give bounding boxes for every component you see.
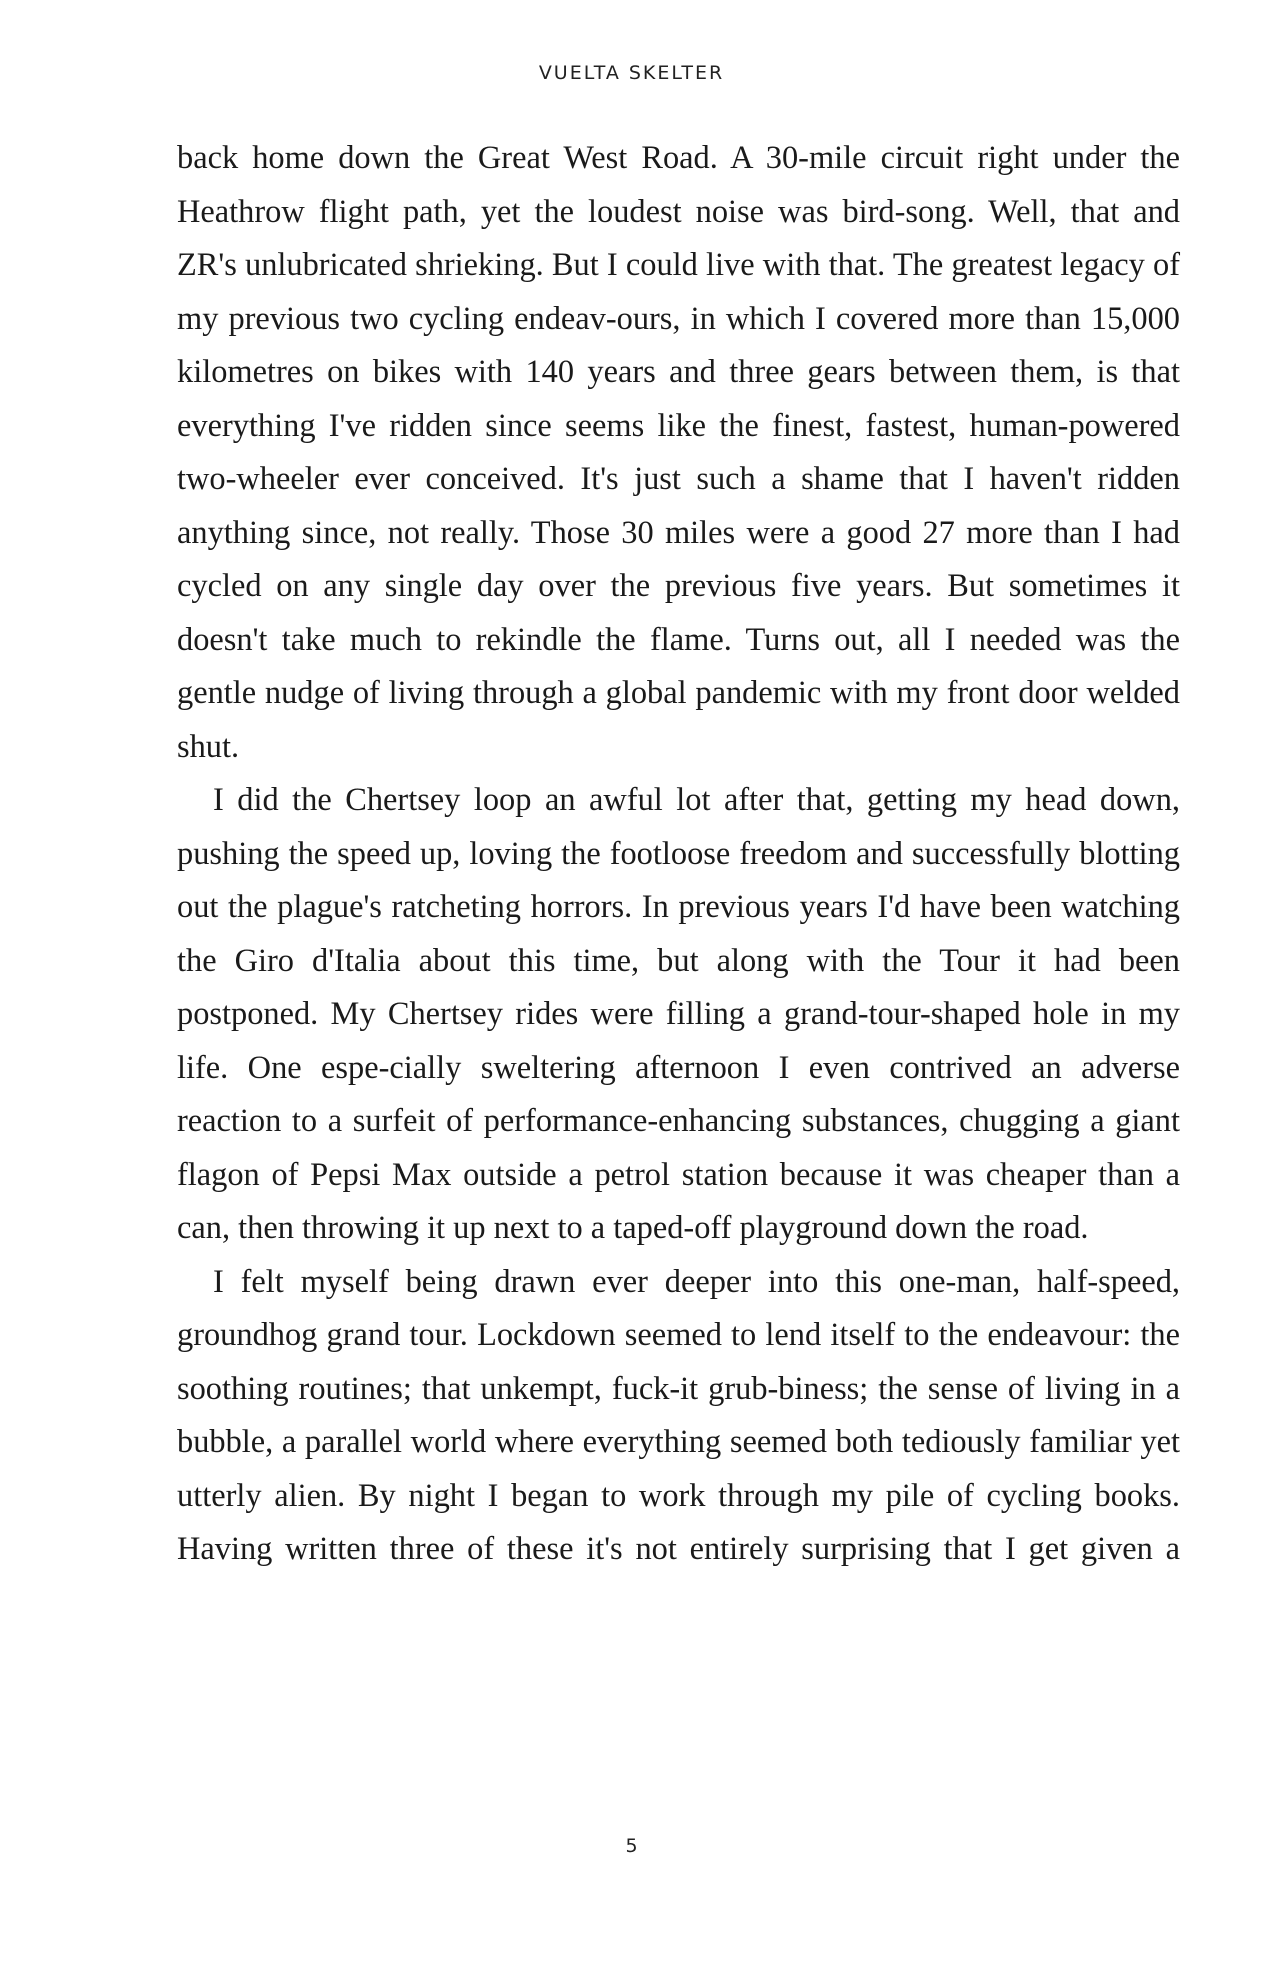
running-head: VUELTA SKELTER	[538, 62, 725, 84]
paragraph-2: I did the Chertsey loop an awful lot after that, getting my head down, pushing the speed up, loving the footloose freedom and successfully blotting out the plague's ratcheting horrors. In previous years I'd have been watching the Giro d'Italia about this time, but along with the Tour it had been postponed. My Chertsey rides were filling a grand-tour-shaped hole in my life. One espe-cially sweltering afternoon I even contrived an adverse reaction to a surfeit of performance-enhancing substances, chugging a giant flagon of Pepsi Max outside a petrol station because it was cheaper than a can, then throwing it up next to a taped-off playground down the road.	[177, 782, 1180, 1246]
paragraph-3: I felt myself being drawn ever deeper into this one-man, half-speed, groundhog grand tour. Lockdown seemed to lend itself to the endeavour: the soothing routines; that unkempt, fuck-it grub-biness; the sense of living in a bubble, a parallel world where everything seemed both tediously familiar yet utterly alien. By night I began to work through my pile of cycling books. Having written three of these it's not entirely surprising that I get given a	[177, 1263, 1180, 1567]
paragraph-1: back home down the Great West Road. A 30-mile circuit right under the Heathrow flight path, yet the loudest noise was bird-song. Well, that and ZR's unlubricated shrieking. But I could live with that. The greatest legacy of my previous two cycling endeav-ours, in which I covered more than 15,000 kilometres on bikes with 140 years and three gears between them, is that everything I've ridden since seems like the finest, fastest, human-powered two-wheeler ever conceived. It's just such a shame that I haven't ridden anything since, not really. Those 30 miles were a good 27 more than I had cycled on any single day over the previous five years. But sometimes it doesn't take much to rekindle the flame. Turns out, all I needed was the gentle nudge of living through a global pandemic with my front door welded shut.	[177, 140, 1180, 765]
page-number: 5	[625, 1835, 638, 1857]
body-text	[177, 132, 1180, 1577]
